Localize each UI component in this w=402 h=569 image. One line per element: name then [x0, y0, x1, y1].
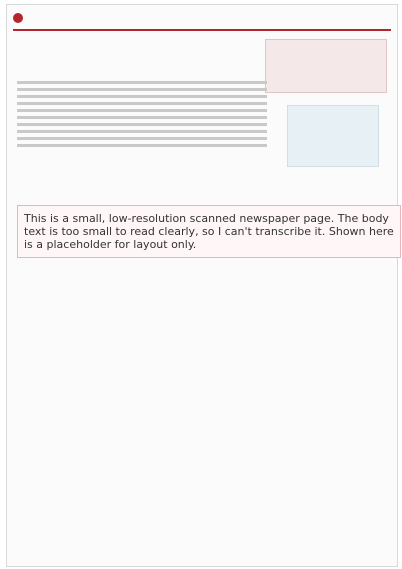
masthead [13, 9, 391, 27]
text-line [17, 102, 267, 105]
text-line [17, 88, 267, 91]
text-line [17, 137, 267, 140]
masthead-left [13, 13, 29, 23]
transcription-notice: This is a small, low-resolution scanned newspaper page. The body text is too small to read clearly, so I can't transcribe it. Shown here is a placeholder for layout only. [17, 205, 401, 258]
text-line [17, 81, 267, 84]
photo-placeholder [287, 105, 379, 167]
text-lines [17, 77, 267, 151]
text-line [17, 130, 267, 133]
headline-placeholder [17, 39, 247, 69]
text-line [17, 144, 267, 147]
text-line [17, 123, 267, 126]
sidebar-box [265, 39, 387, 93]
text-line [17, 95, 267, 98]
section-badge [13, 13, 23, 23]
newspaper-page [6, 4, 398, 567]
text-line [17, 116, 267, 119]
text-line [17, 109, 267, 112]
header-divider [13, 29, 391, 31]
